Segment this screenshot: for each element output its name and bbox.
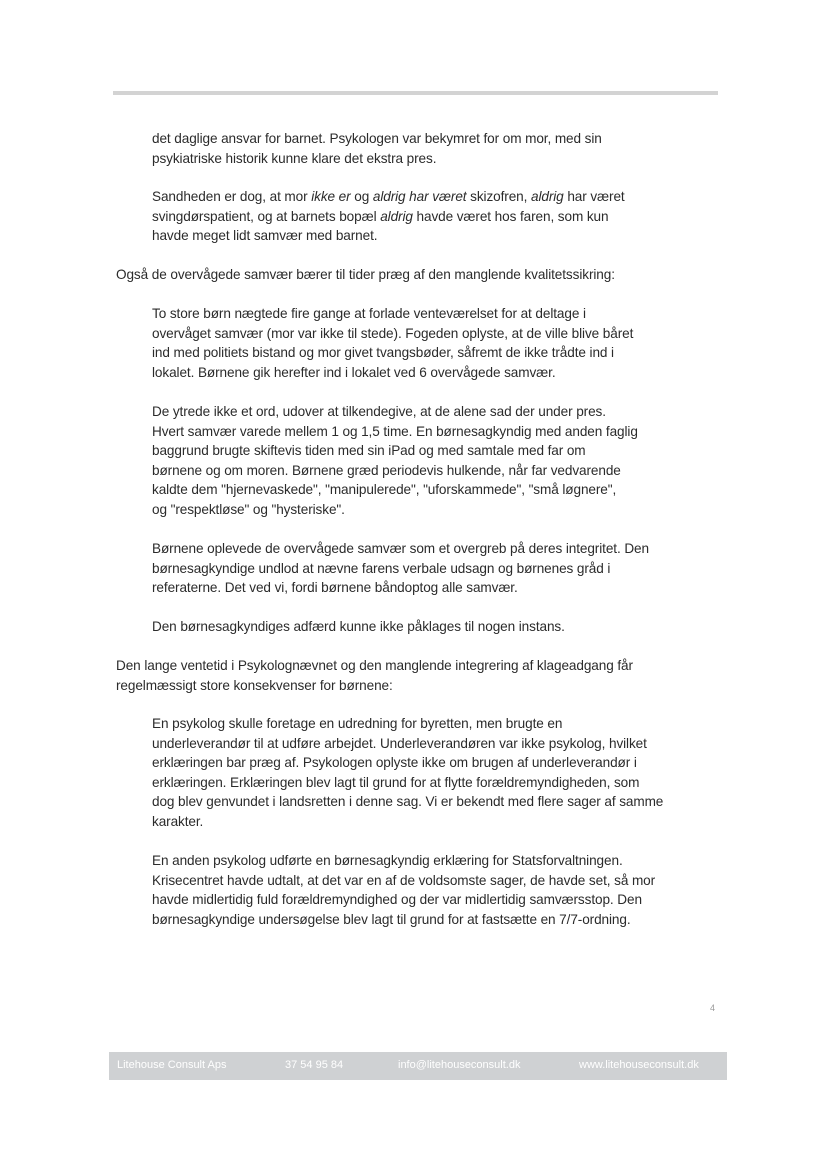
text-line: erklæringen. Erklæringen blev lagt til grund for at flytte forældremyndigheden, som	[152, 774, 640, 790]
text-line: De ytrede ikke et ord, udover at tilkendegive, at de alene sad der under pres.	[152, 404, 606, 419]
text-run: har været	[563, 189, 625, 204]
text-line: psykiatriske historik kunne klare det ekstra pres.	[152, 150, 437, 166]
text-line: karakter.	[152, 813, 204, 829]
text-line: Børnene oplevede de overvågede samvær som et overgreb på deres integritet. Den	[152, 541, 649, 556]
text-line: Krisecentret havde udtalt, at det var en af de voldsomste sager, de havde set, så mor	[152, 872, 656, 888]
footer-website: www.litehouseconsult.dk	[579, 1059, 699, 1071]
text-line: ind med politiets bistand og mor givet tvangsbøder, såfremt de ikke trådte ind i	[152, 345, 614, 361]
paragraph-integrity	[152, 539, 649, 598]
paragraph-children-refused	[152, 304, 633, 382]
text-line: havde meget lidt samvær med barnet.	[152, 228, 378, 244]
text-line: overvåget samvær (mor var ikke til stede). Fogeden oplyste, at de ville blive båret	[152, 325, 634, 341]
italic-text-run: aldrig har været	[372, 189, 467, 204]
text-run: og	[350, 189, 373, 204]
text-line: det daglige ansvar for barnet. Psykologen var bekymret for om mor, med sin	[152, 131, 602, 146]
footer-email: info@litehouseconsult.dk	[398, 1059, 521, 1071]
paragraph-psychologist-concern	[152, 129, 602, 168]
italic-text-run: ikke er	[311, 189, 351, 204]
text-line: børnene og om moren. Børnene græd periodevis hulkende, når far vedvarende	[152, 462, 621, 478]
text-line: Den lange ventetid i Psykolognævnet og den manglende integrering af klageadgang får	[116, 658, 633, 673]
paragraph-supervised-visits-intro	[116, 265, 615, 285]
paragraph-truth	[152, 187, 625, 246]
text-line: og "respektløse" og "hysteriske".	[152, 501, 345, 517]
text-line	[152, 187, 625, 207]
text-line	[152, 207, 625, 227]
text-line: En anden psykolog udførte en børnesagkyndig erklæring for Statsforvaltningen.	[152, 853, 623, 868]
header-rule	[113, 91, 718, 95]
paragraph-another-psychologist	[152, 851, 655, 929]
text-line: baggrund brugte skiftevis tiden med sin iPad og med samtale med far om	[152, 443, 586, 459]
text-line: børnesagkyndige undersøgelse blev lagt til grund for at fastsætte en 7/7-ordning.	[152, 911, 631, 927]
text-line: Også de overvågede samvær bærer til tider præg af den manglende kvalitetssikring:	[116, 267, 615, 282]
text-line: regelmæssigt store konsekvenser for børnene:	[116, 677, 393, 693]
text-line: havde midlertidig fuld forældremyndighed og der var midlertidig samværsstop. Den	[152, 892, 642, 908]
text-run: skizofren,	[466, 189, 531, 204]
text-line: To store børn nægtede fire gange at forlade venteværelset for at deltage i	[152, 306, 586, 321]
paragraph-visits-description	[152, 402, 638, 520]
paragraph-waiting-time	[116, 656, 633, 695]
italic-text-run: aldrig	[531, 189, 564, 204]
footer-bar	[109, 1052, 727, 1080]
footer-company: Litehouse Consult Aps	[117, 1059, 227, 1071]
text-line: dog blev genvundet i landsretten i denne sag. Vi er bekendt med flere sager af samme	[152, 794, 664, 810]
page-number: 4	[710, 1003, 716, 1013]
text-line: underleverandør til at udføre arbejdet. Underleverandøren var ikke psykolog, hvilket	[152, 735, 647, 751]
paragraph-no-complaint	[152, 617, 565, 637]
footer-phone: 37 54 95 84	[285, 1059, 344, 1071]
text-line: lokalet. Børnene gik herefter ind i lokalet ved 6 overvågede samvær.	[152, 364, 556, 380]
text-run: svingdørspatient, og at barnets bopæl	[152, 208, 381, 224]
text-line: erklæringen bar præg af. Psykologen oplyste ikke om brugen af underleverandør i	[152, 755, 637, 771]
text-line: Den børnesagkyndiges adfærd kunne ikke påklages til nogen instans.	[152, 619, 565, 634]
text-line: kaldte dem "hjernevaskede", "manipulerede", "uforskammede", "små løgnere",	[152, 482, 617, 498]
text-line: En psykolog skulle foretage en udredning for byretten, men brugte en	[152, 716, 563, 731]
text-run: Sandheden er dog, at mor	[152, 189, 312, 204]
text-run: havde været hos faren, som kun	[412, 208, 609, 224]
italic-text-run: aldrig	[380, 208, 413, 224]
paragraph-subcontractor	[152, 714, 663, 832]
text-line: referaterne. Det ved vi, fordi børnene båndoptog alle samvær.	[152, 580, 518, 596]
text-line: børnesagkyndige undlod at nævne farens verbale udsagn og børnenes gråd i	[152, 560, 611, 576]
text-line: Hvert samvær varede mellem 1 og 1,5 time. En børnesagkyndig med anden faglig	[152, 423, 638, 439]
